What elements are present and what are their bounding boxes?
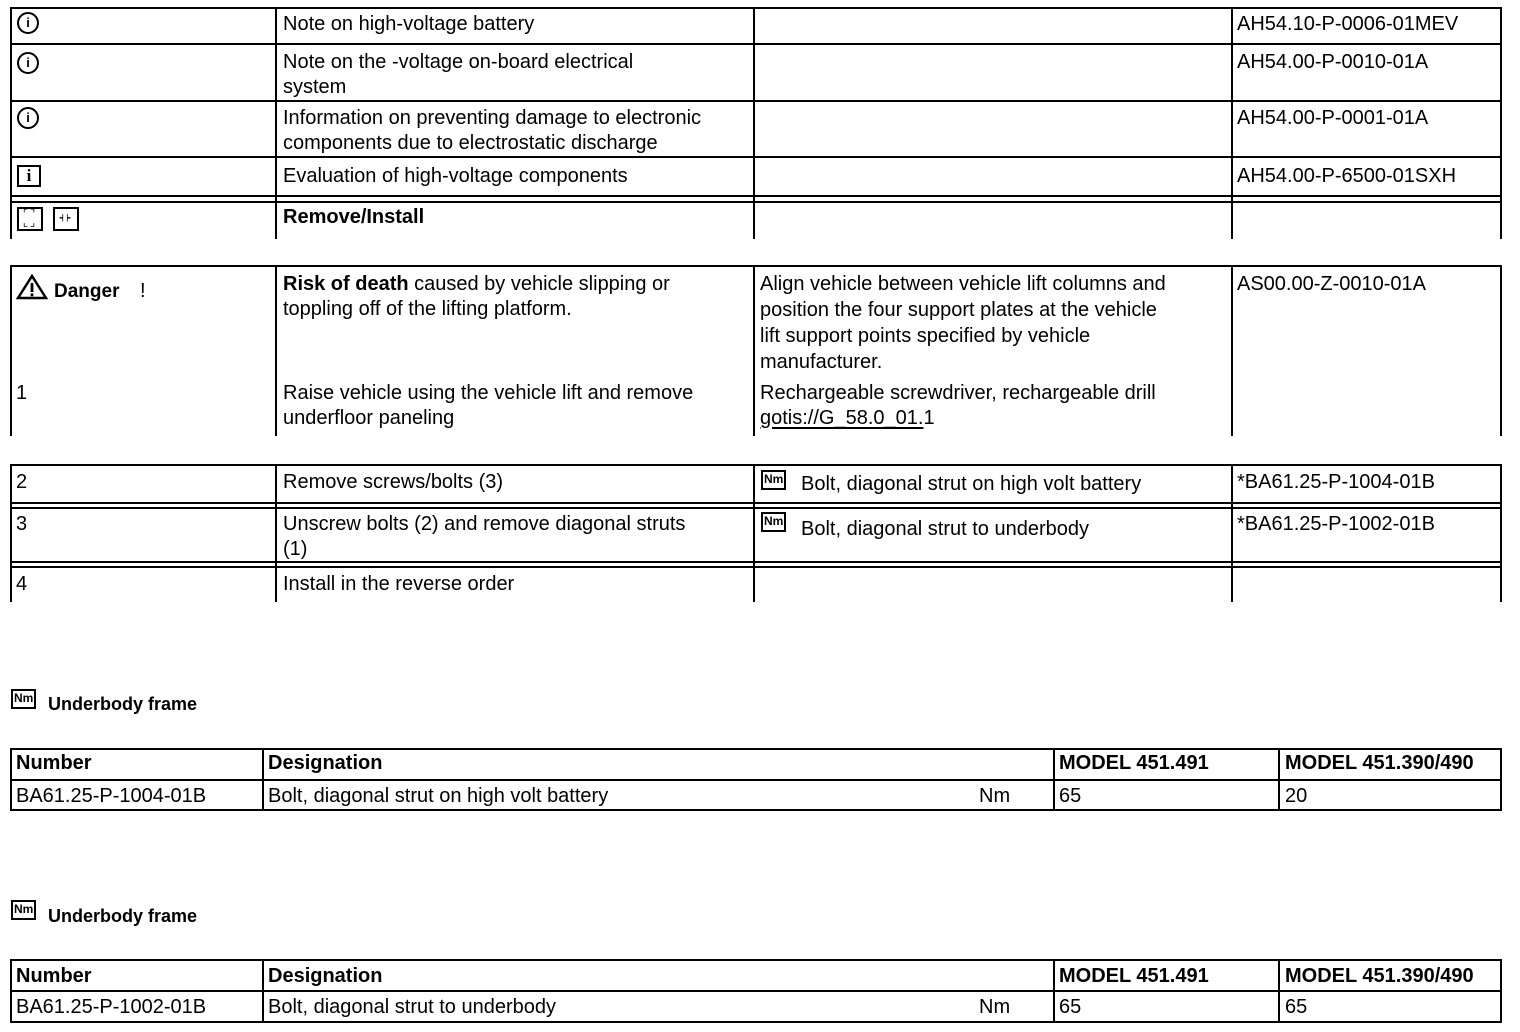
danger-label: Danger (54, 281, 120, 302)
note-text-line: Note on the -voltage on-board electrical (283, 51, 634, 73)
info-circle-icon: i (17, 52, 39, 74)
column-header-designation: Designation (268, 752, 383, 774)
step-text-line: underfloor paneling (283, 407, 455, 429)
column-header-model-a: MODEL 451.491 (1059, 965, 1209, 987)
warning-triangle-icon (16, 274, 48, 300)
row-designation: Bolt, diagonal strut on high volt battery (268, 785, 609, 807)
info-circle-icon: i (17, 12, 39, 34)
note-ref[interactable]: AH54.00-P-6500-01SXH (1237, 165, 1457, 187)
row-value-model-b: 20 (1285, 785, 1308, 807)
danger-risk-line: toppling off of the lifting platform. (283, 298, 572, 320)
remove-install-heading: Remove/Install (283, 206, 425, 228)
row-value-model-b: 65 (1285, 996, 1308, 1018)
danger-risk-line (283, 272, 670, 297)
step-number: 4 (16, 573, 28, 595)
row-value-model-a: 65 (1059, 785, 1082, 807)
column-header-designation: Designation (268, 965, 383, 987)
note-text-line: system (283, 76, 347, 98)
danger-ref[interactable]: AS00.00-Z-0010-01A (1237, 273, 1427, 295)
torque-text[interactable]: Bolt, diagonal strut to underbody (801, 518, 1089, 540)
step-ref[interactable]: *BA61.25-P-1004-01B (1237, 471, 1435, 493)
note-text-line: Information on preventing damage to electronic (283, 107, 702, 129)
column-header-model-a: MODEL 451.491 (1059, 752, 1209, 774)
note-ref[interactable]: AH54.10-P-0006-01MEV (1237, 13, 1459, 35)
step-text-line: Unscrew bolts (2) and remove diagonal struts (283, 513, 686, 535)
column-header-number: Number (16, 752, 92, 774)
row-value-model-a: 65 (1059, 996, 1082, 1018)
column-header-number: Number (16, 965, 92, 987)
danger-mark: ! (140, 280, 146, 302)
info-box-icon: i (17, 165, 41, 187)
torque-section-title: Underbody frame (48, 694, 198, 714)
row-unit: Nm (979, 996, 1011, 1018)
info-circle-icon: i (17, 107, 39, 129)
install-icon: ⌟⌞ ⌝⌜ (53, 207, 79, 231)
note-text-line: components due to electrostatic discharge (283, 132, 658, 154)
step-tool-link-line (760, 406, 935, 431)
note-ref[interactable]: AH54.00-P-0010-01A (1237, 51, 1429, 73)
step-text-line: Raise vehicle using the vehicle lift and remove (283, 382, 694, 404)
row-number: BA61.25-P-1002-01B (16, 996, 207, 1018)
step-text: Remove screws/bolts (3) (283, 471, 504, 493)
tool-link[interactable]: gotis://G_58.0_01. (760, 407, 924, 429)
step-number: 1 (16, 382, 28, 404)
danger-action-line: position the four support plates at the vehicle (760, 299, 1157, 321)
column-header-model-b: MODEL 451.390/490 (1285, 752, 1474, 774)
danger-action-line: Align vehicle between vehicle lift columns and (760, 273, 1166, 295)
step-tool-line: Rechargeable screwdriver, rechargeable drill (760, 382, 1156, 404)
step-text: Install in the reverse order (283, 573, 515, 595)
danger-risk-bold: Risk of death (283, 273, 409, 295)
torque-nm-icon: Nm (761, 470, 786, 490)
note-ref[interactable]: AH54.00-P-0001-01A (1237, 107, 1429, 129)
torque-nm-icon: Nm (761, 512, 786, 532)
danger-risk-text: caused by vehicle slipping or (408, 273, 670, 295)
torque-nm-icon: Nm (11, 900, 36, 920)
row-unit: Nm (979, 785, 1011, 807)
step-number: 2 (16, 471, 28, 493)
torque-text[interactable]: Bolt, diagonal strut on high volt battery (801, 473, 1142, 495)
tool-link-suffix: 1 (923, 407, 935, 429)
torque-nm-icon: Nm (11, 689, 36, 709)
step-text-line: (1) (283, 538, 308, 560)
danger-action-line: manufacturer. (760, 351, 883, 373)
column-header-model-b: MODEL 451.390/490 (1285, 965, 1474, 987)
row-designation: Bolt, diagonal strut to underbody (268, 996, 556, 1018)
row-number: BA61.25-P-1004-01B (16, 785, 207, 807)
step-number: 3 (16, 513, 28, 535)
note-text: Evaluation of high-voltage components (283, 165, 628, 187)
note-text: Note on high-voltage battery (283, 13, 535, 35)
step-ref[interactable]: *BA61.25-P-1002-01B (1237, 513, 1435, 535)
torque-section-title: Underbody frame (48, 906, 198, 926)
danger-action-line: lift support points specified by vehicle (760, 325, 1091, 347)
remove-icon: ⌜⌝ ⌞⌟ (17, 207, 43, 231)
